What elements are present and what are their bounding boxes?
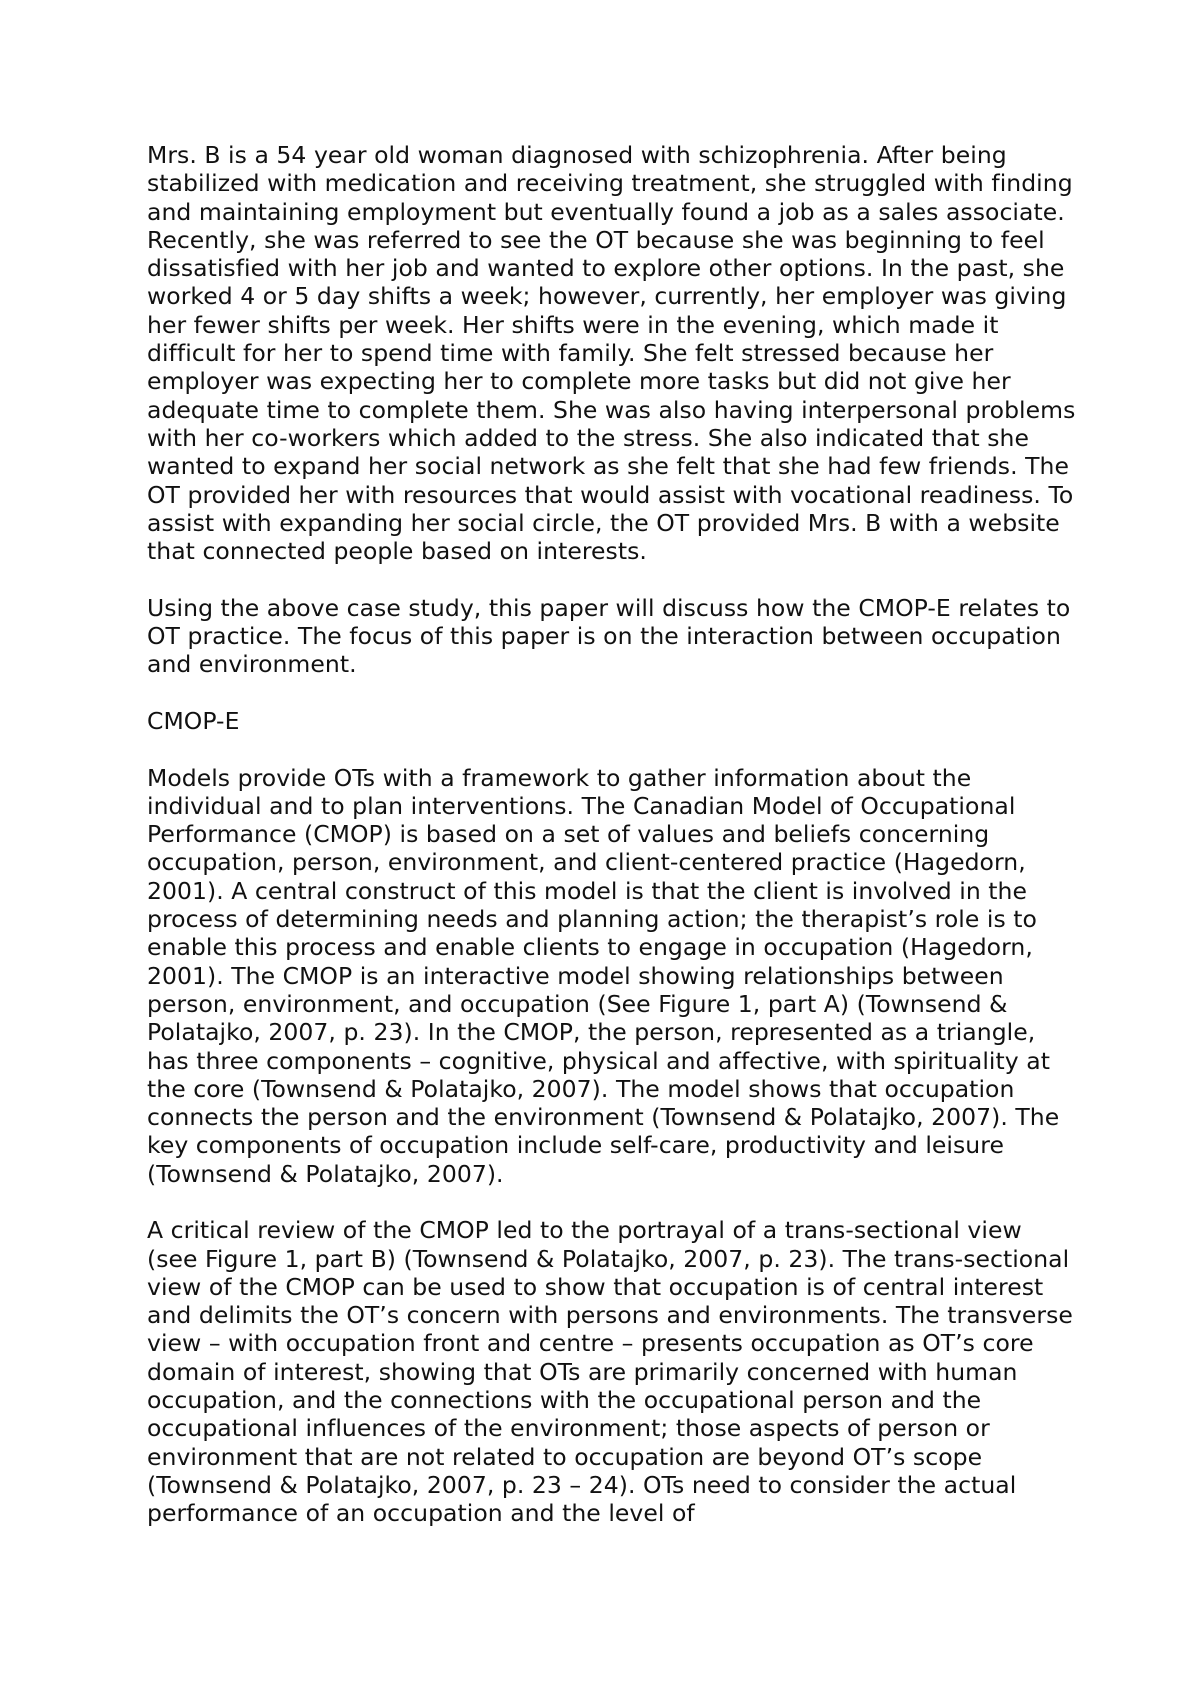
cmop-paragraph: Models provide OTs with a framework to gather information about the individual and to plan interventions. The Canadian Model of Occupational Performance (CMOP) is based on a set of values and beliefs concerning occupation, person, environment, and client-centered practice (Hagedorn, 2001). A central construct of this model is that the client is involved in the process of determining needs and planning action; the therapist’s role is to enable this process and enable clients to engage in occupation (Hagedorn, 2001). The CMOP is an interactive model showing relationships between person, environment, and occupation (See Figure 1, part A) (Townsend & Polatajko, 2007, p. 23). In the CMOP, the person, represented as a triangle, has three components – cognitive, physical and affective, with spirituality at the core (Townsend & Polatajko, 2007). The model shows that occupation connects the person and the environment (Townsend & Polatajko, 2007). The key components of occupation include self-care, productivity and leisure (Townsend & Polatajko, 2007). <box>147 763 1060 1188</box>
section-heading: CMOP-E <box>147 706 240 735</box>
intro-paragraph: Using the above case study, this paper will discuss how the CMOP-E relates to OT practice. The focus of this paper is on the interaction between occupation and environment. <box>147 593 1071 679</box>
trans-sectional-paragraph: A critical review of the CMOP led to the portrayal of a trans-sectional view (see Figure 1, part B) (Townsend & Polatajko, 2007, p. 23). The trans-sectional view of the CMOP can be used to show that occupation is of central interest and delimits the OT’s concern with persons and environments. The transverse view – with occupation front and centre – presents occupation as OT’s core domain of interest, showing that OTs are primarily concerned with human occupation, and the connections with the occupational person and the occupational influences of the environment; those aspects of person or environment that are not related to occupation are beyond OT’s scope (Townsend & Polatajko, 2007, p. 23 – 24). OTs need to consider the actual performance of an occupation and the level of <box>147 1216 1073 1528</box>
document-body <box>147 141 1077 1556</box>
case-study-paragraph: Mrs. B is a 54 year old woman diagnosed with schizophrenia. After being stabilized with medication and receiving treatment, she struggled with finding and maintaining employment but eventually found a job as a sales associate. Recently, she was referred to see the OT because she was beginning to feel dissatisfied with her job and wanted to explore other options. In the past, she worked 4 or 5 day shifts a week; however, currently, her employer was giving her fewer shifts per week. Her shifts were in the evening, which made it difficult for her to spend time with family. She felt stressed because her employer was expecting her to complete more tasks but did not give her adequate time to complete them. She was also having interpersonal problems with her co-workers which added to the stress. She also indicated that she wanted to expand her social network as she felt that she had few friends. The OT provided her with resources that would assist with vocational readiness. To assist with expanding her social circle, the OT provided Mrs. B with a website that connected people based on interests. <box>147 141 1076 566</box>
